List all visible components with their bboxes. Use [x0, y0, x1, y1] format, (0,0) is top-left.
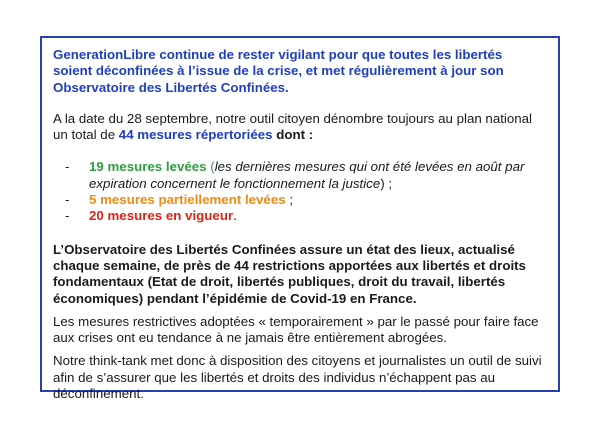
list-dash: - — [65, 192, 70, 208]
list-item-partielles — [53, 192, 545, 208]
measures-lifted-label: 19 mesures levées — [89, 159, 207, 175]
measures-active-suffix: . — [233, 208, 237, 224]
measures-lifted-open-paren: ( — [206, 159, 215, 175]
measures-partial-suffix: ; — [285, 192, 294, 208]
paragraph-think-tank: Notre think-tank met donc à disposition des citoyens et journalistes un outil de suivi afin de s’assurer que les libertés et droits des individus n’échappent pas au déconfinement. — [53, 353, 542, 402]
list-item-vigueur — [53, 208, 545, 224]
measures-lifted-suffix: ) ; — [380, 175, 393, 191]
paragraph-temporary-measures: Les mesures restrictives adoptées « temporairement » par le passé pour faire face aux crises ont eu tendance à ne jamais être entièrement abrogées. — [53, 313, 539, 346]
observatoire-info-box — [40, 36, 560, 402]
status-text-before: A la date du 28 septembre, notre outil citoyen dénombre toujours au plan national un total de — [53, 110, 533, 143]
status-paragraph — [53, 111, 545, 144]
list-dash: - — [65, 208, 70, 224]
summary-paragraph: L’Observatoire des Libertés Confinées assure un état des lieux, actualisé chaque semaine, de près de 44 restrictions apportées aux libertés et droits fondamentaux (Etat de droit, libertés publiques, droit du travail, libertés économiques) pendant l’épidémie de Covid-19 en France. — [53, 241, 526, 306]
list-dash: - — [65, 159, 70, 175]
measures-active-label: 20 mesures en vigueur — [89, 208, 234, 224]
measures-lifted-note: les dernières mesures qui ont été levées en août par expiration concernent le fonctionnement la justice — [89, 159, 525, 191]
measures-partial-label: 5 mesures partiellement levées — [89, 192, 286, 208]
measures-list — [53, 159, 545, 224]
list-item-levees — [53, 159, 545, 192]
status-text-after: dont : — [272, 127, 314, 143]
intro-paragraph: GenerationLibre continue de rester vigilant pour que toutes les libertés soient déconfinées à l’issue de la crise, et met régulièrement à jour son Observatoire des Libertés Confinées. — [53, 47, 504, 95]
status-total-highlight: 44 mesures répertoriées — [118, 127, 273, 143]
